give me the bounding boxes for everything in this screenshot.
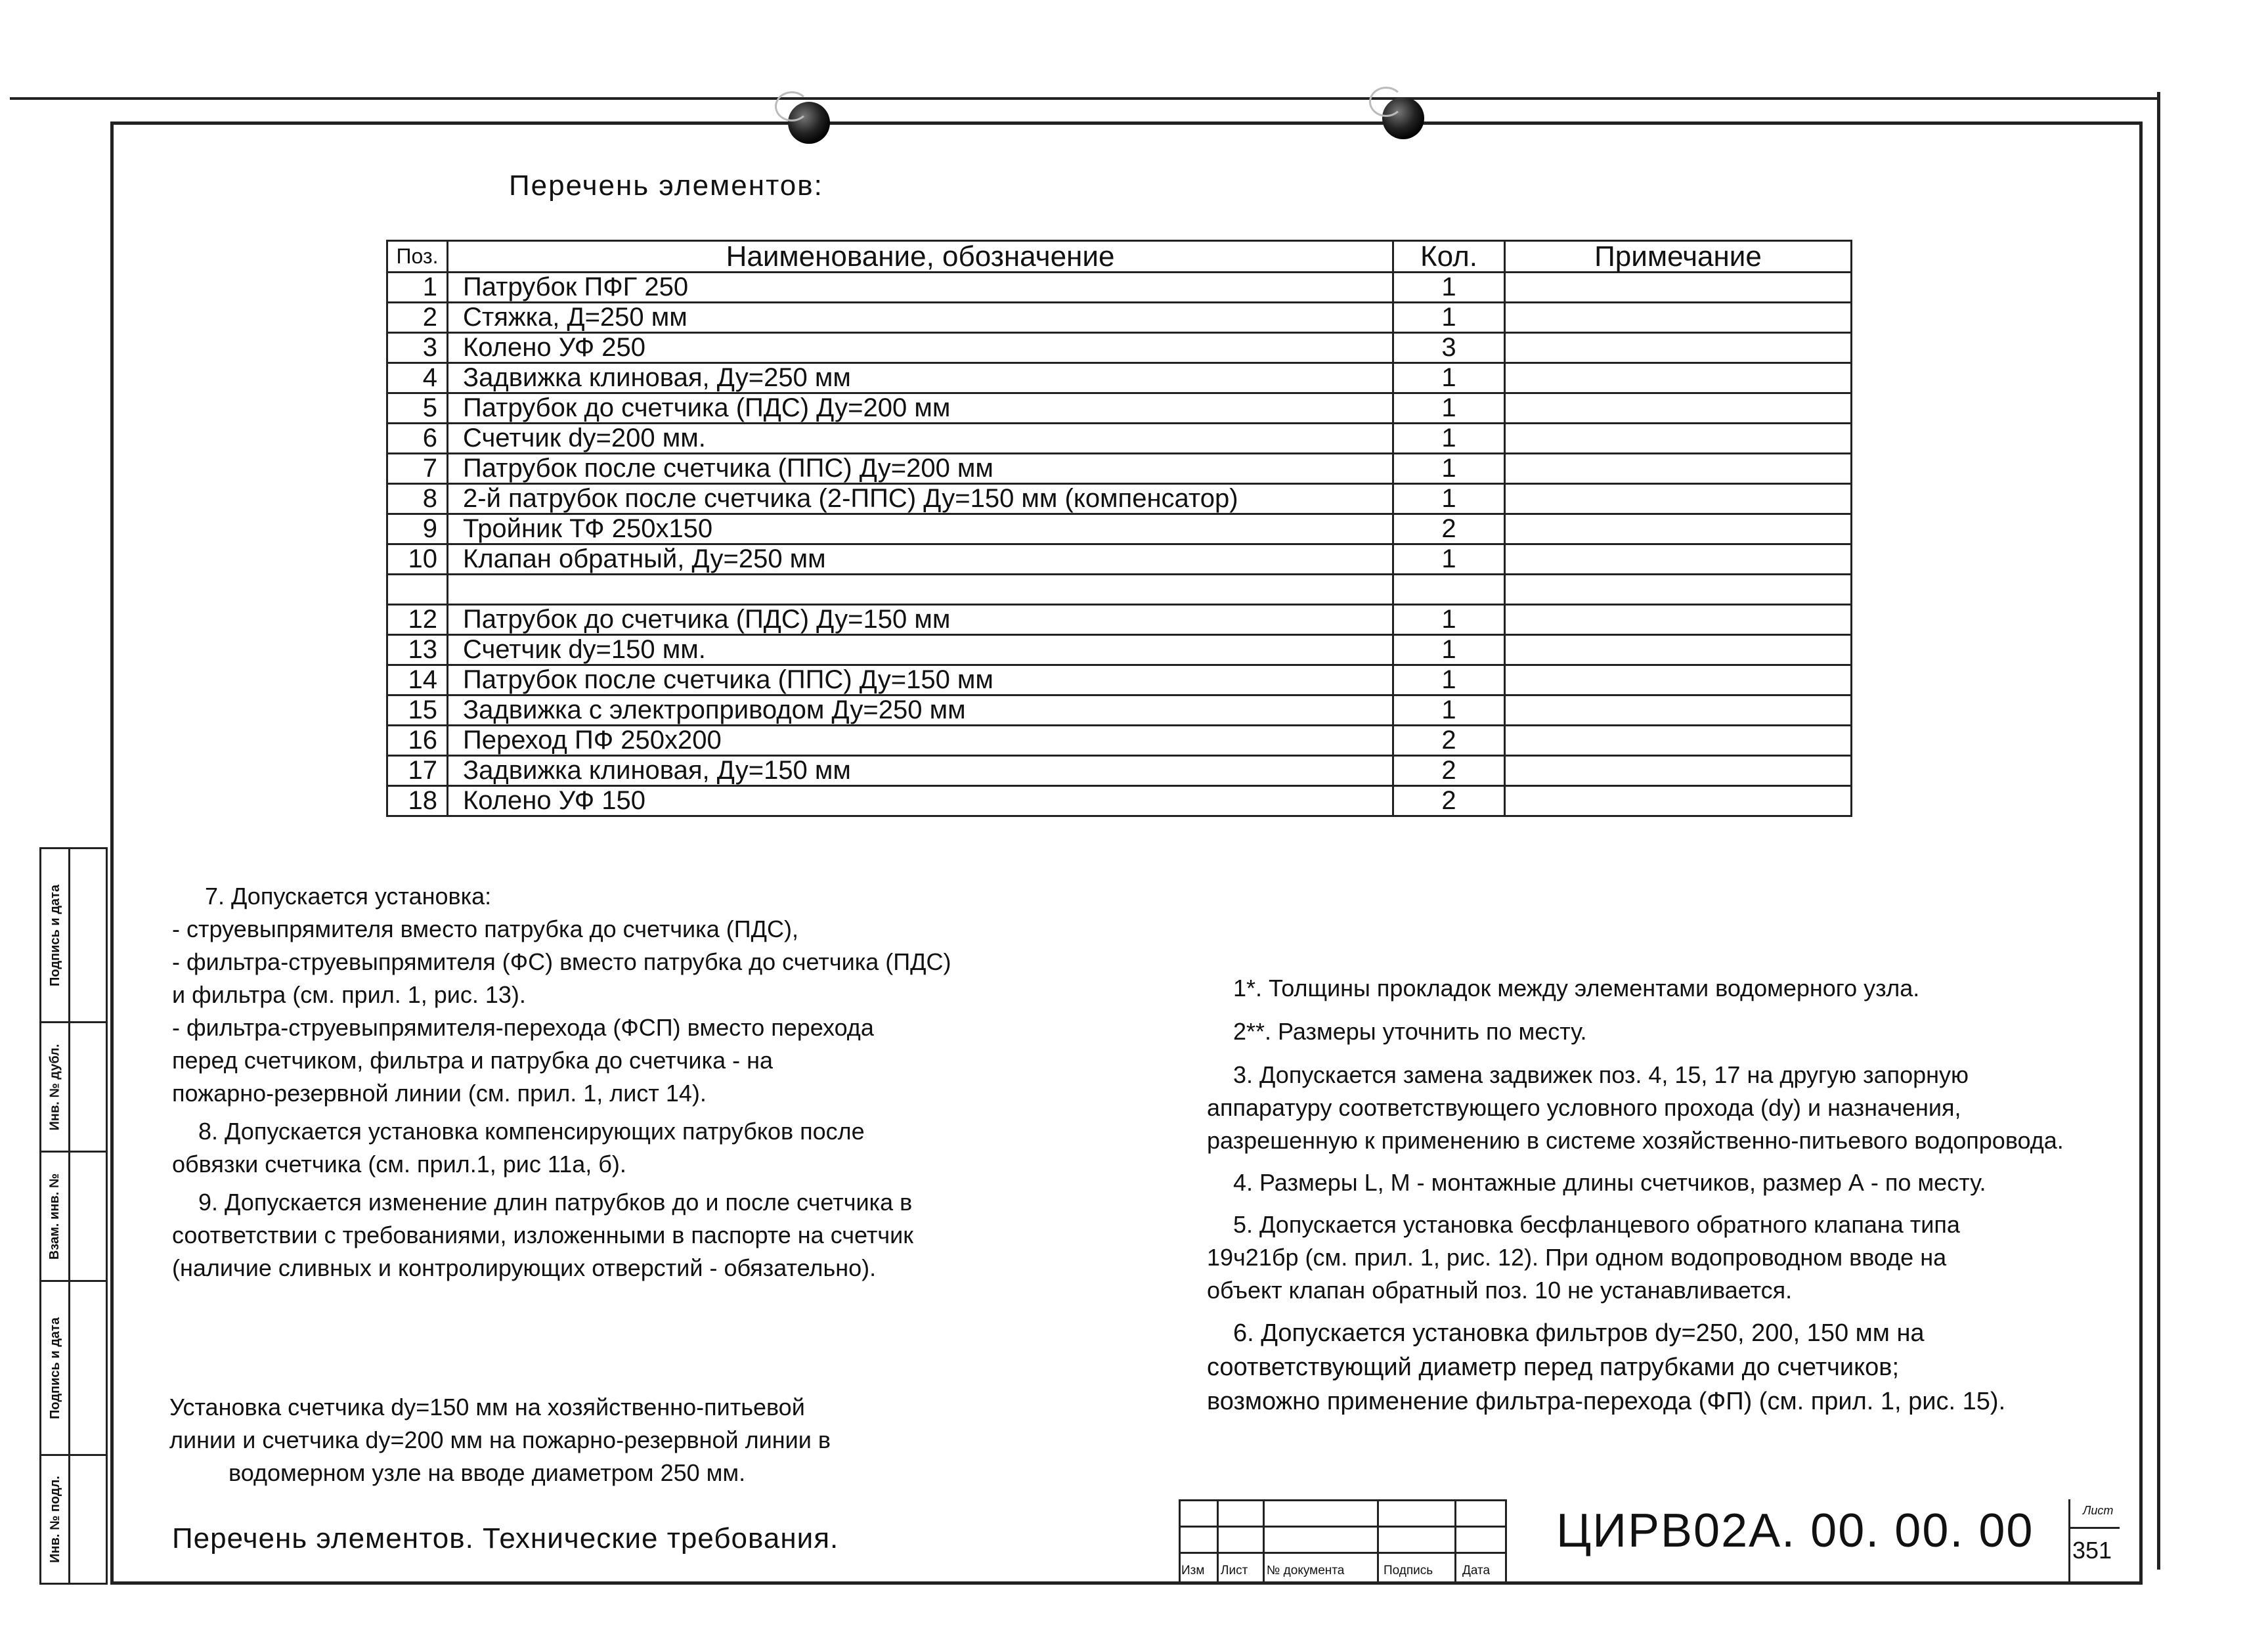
cell-name: Патрубок ПФГ 250	[448, 273, 1393, 303]
strip-text-original-inv: Инв. № подл.	[47, 1476, 62, 1563]
header-pos: Поз.	[387, 241, 448, 273]
note-1: 1*. Толщины прокладок между элементами водомерного узла.	[1233, 975, 1920, 1002]
cell-note	[1505, 786, 1852, 816]
cell-pos: 9	[387, 514, 448, 544]
table-row	[387, 393, 1852, 424]
stamp-label-document: № документа	[1267, 1564, 1345, 1577]
note-6-cont: соответствующий диаметр перед патрубками до счетчиков;	[1207, 1354, 1900, 1381]
table-row	[387, 544, 1852, 575]
left-notes	[172, 880, 951, 1285]
cell-name: Задвижка клиновая, Ду=250 мм	[448, 363, 1393, 393]
cell-name: Переход ПФ 250х200	[448, 726, 1393, 756]
caption-line: линии и счетчика dy=200 мм на пожарно-резервной линии в	[169, 1426, 831, 1453]
cell-pos: 18	[387, 786, 448, 816]
cell-note	[1505, 665, 1852, 695]
note-3-cont: аппаратуру соответствующего условного прохода (dy) и назначения,	[1207, 1094, 1961, 1121]
strip-text-replace-inv: Взам. инв. №	[47, 1173, 62, 1260]
stamp-label-date: Дата	[1462, 1564, 1491, 1577]
cell-name: Патрубок до счетчика (ПДС) Ду=150 мм	[448, 605, 1393, 635]
stamp-line	[1179, 1499, 1507, 1501]
cell-qty: 1	[1393, 544, 1505, 575]
cell-note	[1505, 484, 1852, 514]
strip-label	[41, 847, 70, 1023]
cell-qty: 1	[1393, 484, 1505, 514]
cell-name: 2-й патрубок после счетчика (2-ППС) Ду=150 мм (компенсатор)	[448, 484, 1393, 514]
caption-line: Установка счетчика dy=150 мм на хозяйственно-питьевой	[169, 1394, 805, 1421]
table-row	[387, 333, 1852, 363]
cell-note	[1505, 454, 1852, 484]
sheet-label: Лист	[2083, 1504, 2114, 1517]
note-9-cont: (наличие сливных и контролирующих отверстий - обязательно).	[172, 1254, 877, 1281]
cell-qty: 1	[1393, 665, 1505, 695]
cell-note	[1505, 363, 1852, 393]
drawing-caption	[169, 1391, 831, 1489]
cell-note	[1505, 393, 1852, 424]
cell-pos	[387, 575, 448, 605]
header-name: Наименование, обозначение	[448, 241, 1393, 273]
cell-pos: 8	[387, 484, 448, 514]
note-2: 2**. Размеры уточнить по месту.	[1233, 1018, 1587, 1045]
cell-pos: 6	[387, 424, 448, 454]
table-row	[387, 605, 1852, 635]
cell-name: Патрубок после счетчика (ППС) Ду=150 мм	[448, 665, 1393, 695]
cell-name: Счетчик dy=200 мм.	[448, 424, 1393, 454]
note-7-item: перед счетчиком, фильтра и патрубка до счетчика - на	[172, 1047, 773, 1074]
note-7-item: и фильтра (см. прил. 1, рис. 13).	[172, 981, 526, 1008]
revision-stamp	[1179, 1499, 1507, 1581]
note-3-cont: разрешенную к применению в системе хозяйственно-питьевого водопровода.	[1207, 1127, 2064, 1154]
cell-name: Тройник ТФ 250х150	[448, 514, 1393, 544]
punch-hole-right	[1382, 97, 1424, 139]
table-row	[387, 514, 1852, 544]
cell-name: Колено УФ 250	[448, 333, 1393, 363]
right-notes	[1207, 972, 2064, 1419]
note-9-cont: соответствии с требованиями, изложенными в паспорте на счетчик	[172, 1222, 913, 1248]
cell-name: Клапан обратный, Ду=250 мм	[448, 544, 1393, 575]
document-code: ЦИРВ02А. 00. 00. 00	[1556, 1505, 2034, 1557]
cell-qty: 2	[1393, 514, 1505, 544]
table-row	[387, 424, 1852, 454]
cell-note	[1505, 635, 1852, 665]
cell-pos: 12	[387, 605, 448, 635]
elements-table	[386, 240, 1852, 817]
note-7-item: пожарно-резервной линии (см. прил. 1, лист 14).	[172, 1080, 707, 1107]
stamp-line	[1179, 1552, 1507, 1554]
cell-qty: 1	[1393, 695, 1505, 726]
cell-note	[1505, 695, 1852, 726]
cell-pos: 10	[387, 544, 448, 575]
note-5: 5. Допускается установка бесфланцевого обратного клапана типа	[1233, 1211, 1960, 1238]
cell-note	[1505, 605, 1852, 635]
note-8-cont: обвязки счетчика (см. прил.1, рис 11а, б).	[172, 1151, 626, 1178]
cell-qty: 2	[1393, 756, 1505, 786]
cell-pos: 17	[387, 756, 448, 786]
cell-name: Задвижка клиновая, Ду=150 мм	[448, 756, 1393, 786]
cell-pos: 5	[387, 393, 448, 424]
cell-note	[1505, 514, 1852, 544]
cell-qty: 1	[1393, 303, 1505, 333]
table-row	[387, 786, 1852, 816]
list-title: Перечень элементов:	[509, 169, 823, 202]
stamp-line	[1454, 1499, 1456, 1581]
cell-qty: 1	[1393, 393, 1505, 424]
punch-hole-left	[788, 102, 830, 144]
cell-pos: 7	[387, 454, 448, 484]
cell-name: Стяжка, Д=250 мм	[448, 303, 1393, 333]
cell-pos: 3	[387, 333, 448, 363]
table-row	[387, 484, 1852, 514]
note-4: 4. Размеры L, М - монтажные длины счетчиков, размер А - по месту.	[1233, 1169, 1986, 1196]
table-row	[387, 303, 1852, 333]
cell-pos: 1	[387, 273, 448, 303]
note-9: 9. Допускается изменение длин патрубков до и после счетчика в	[198, 1189, 913, 1216]
note-3: 3. Допускается замена задвижек поз. 4, 15, 17 на другую запорную	[1233, 1061, 1969, 1088]
stamp-line	[1377, 1499, 1379, 1581]
cell-pos: 2	[387, 303, 448, 333]
sheet-title: Перечень элементов. Технические требования.	[172, 1522, 839, 1554]
note-7-item: - фильтра-струевыпрямителя-перехода (ФСП) вместо перехода	[172, 1014, 874, 1041]
binding-strip	[39, 847, 108, 1585]
note-6-cont: возможно применение фильтра-перехода (ФП) (см. прил. 1, рис. 15).	[1207, 1388, 2006, 1415]
stamp-line	[1505, 1499, 1507, 1581]
header-note: Примечание	[1505, 241, 1852, 273]
stamp-line	[1179, 1526, 1507, 1528]
cell-qty: 1	[1393, 635, 1505, 665]
cell-note	[1505, 273, 1852, 303]
cell-note	[1505, 756, 1852, 786]
note-7-title: 7. Допускается установка:	[205, 883, 492, 910]
note-6: 6. Допускается установка фильтров dy=250, 200, 150 мм на	[1233, 1319, 1925, 1347]
cell-qty: 1	[1393, 273, 1505, 303]
stamp-line	[1179, 1499, 1181, 1581]
table-row	[387, 665, 1852, 695]
note-7-item: - струевыпрямителя вместо патрубка до счетчика (ПДС),	[172, 915, 798, 942]
table-row	[387, 575, 1852, 605]
cell-name: Патрубок после счетчика (ППС) Ду=200 мм	[448, 454, 1393, 484]
cell-name	[448, 575, 1393, 605]
stamp-label-change: Изм	[1181, 1564, 1205, 1577]
cell-note	[1505, 575, 1852, 605]
table-row	[387, 695, 1852, 726]
note-8: 8. Допускается установка компенсирующих патрубков после	[198, 1118, 865, 1145]
header-qty: Кол.	[1393, 241, 1505, 273]
cell-qty: 1	[1393, 424, 1505, 454]
note-5-cont: 19ч21бр (см. прил. 1, рис. 12). При одном водопроводном вводе на	[1207, 1244, 1947, 1271]
strip-text-signature-date-1: Подпись и дата	[47, 884, 62, 986]
cell-qty: 1	[1393, 605, 1505, 635]
strip-text-dup-inv: Инв. № дубл.	[47, 1044, 62, 1130]
cell-qty: 2	[1393, 786, 1505, 816]
cell-note	[1505, 333, 1852, 363]
caption-line: водомерном узле на вводе диаметром 250 мм.	[229, 1459, 746, 1486]
strip-label	[41, 1151, 70, 1282]
cell-qty: 1	[1393, 454, 1505, 484]
table-row	[387, 273, 1852, 303]
cell-note	[1505, 303, 1852, 333]
stamp-line	[1263, 1499, 1265, 1581]
cell-note	[1505, 726, 1852, 756]
strip-text-signature-date-2: Подпись и дата	[47, 1317, 62, 1419]
strip-label	[41, 1280, 70, 1456]
cell-name: Патрубок до счетчика (ПДС) Ду=200 мм	[448, 393, 1393, 424]
table-header-row	[387, 241, 1852, 273]
cell-name: Задвижка с электроприводом Ду=250 мм	[448, 695, 1393, 726]
cell-name: Счетчик dy=150 мм.	[448, 635, 1393, 665]
strip-label	[41, 1454, 70, 1585]
table-row	[387, 454, 1852, 484]
table-row	[387, 756, 1852, 786]
cell-qty: 1	[1393, 363, 1505, 393]
strip-label	[41, 1021, 70, 1153]
cell-name: Колено УФ 150	[448, 786, 1393, 816]
cell-qty: 3	[1393, 333, 1505, 363]
table-body	[387, 273, 1852, 816]
cell-pos: 13	[387, 635, 448, 665]
stamp-label-sheet: Лист	[1221, 1564, 1248, 1577]
cell-note	[1505, 544, 1852, 575]
top-border-line	[10, 97, 2157, 100]
cell-qty: 2	[1393, 726, 1505, 756]
cell-note	[1505, 424, 1852, 454]
stamp-line	[1217, 1499, 1219, 1581]
sheet-number: 351	[2072, 1537, 2112, 1564]
table-row	[387, 726, 1852, 756]
table-row	[387, 363, 1852, 393]
table-row	[387, 635, 1852, 665]
right-border-line	[2157, 92, 2160, 1570]
cell-pos: 15	[387, 695, 448, 726]
cell-pos: 4	[387, 363, 448, 393]
note-5-cont: объект клапан обратный поз. 10 не устанавливается.	[1207, 1277, 1793, 1304]
cell-pos: 16	[387, 726, 448, 756]
stamp-label-signature: Подпись	[1384, 1564, 1433, 1577]
cell-pos: 14	[387, 665, 448, 695]
note-7-item: - фильтра-струевыпрямителя (ФС) вместо патрубка до счетчика (ПДС)	[172, 948, 951, 975]
cell-qty	[1393, 575, 1505, 605]
sheet-box-divider	[2068, 1527, 2120, 1529]
